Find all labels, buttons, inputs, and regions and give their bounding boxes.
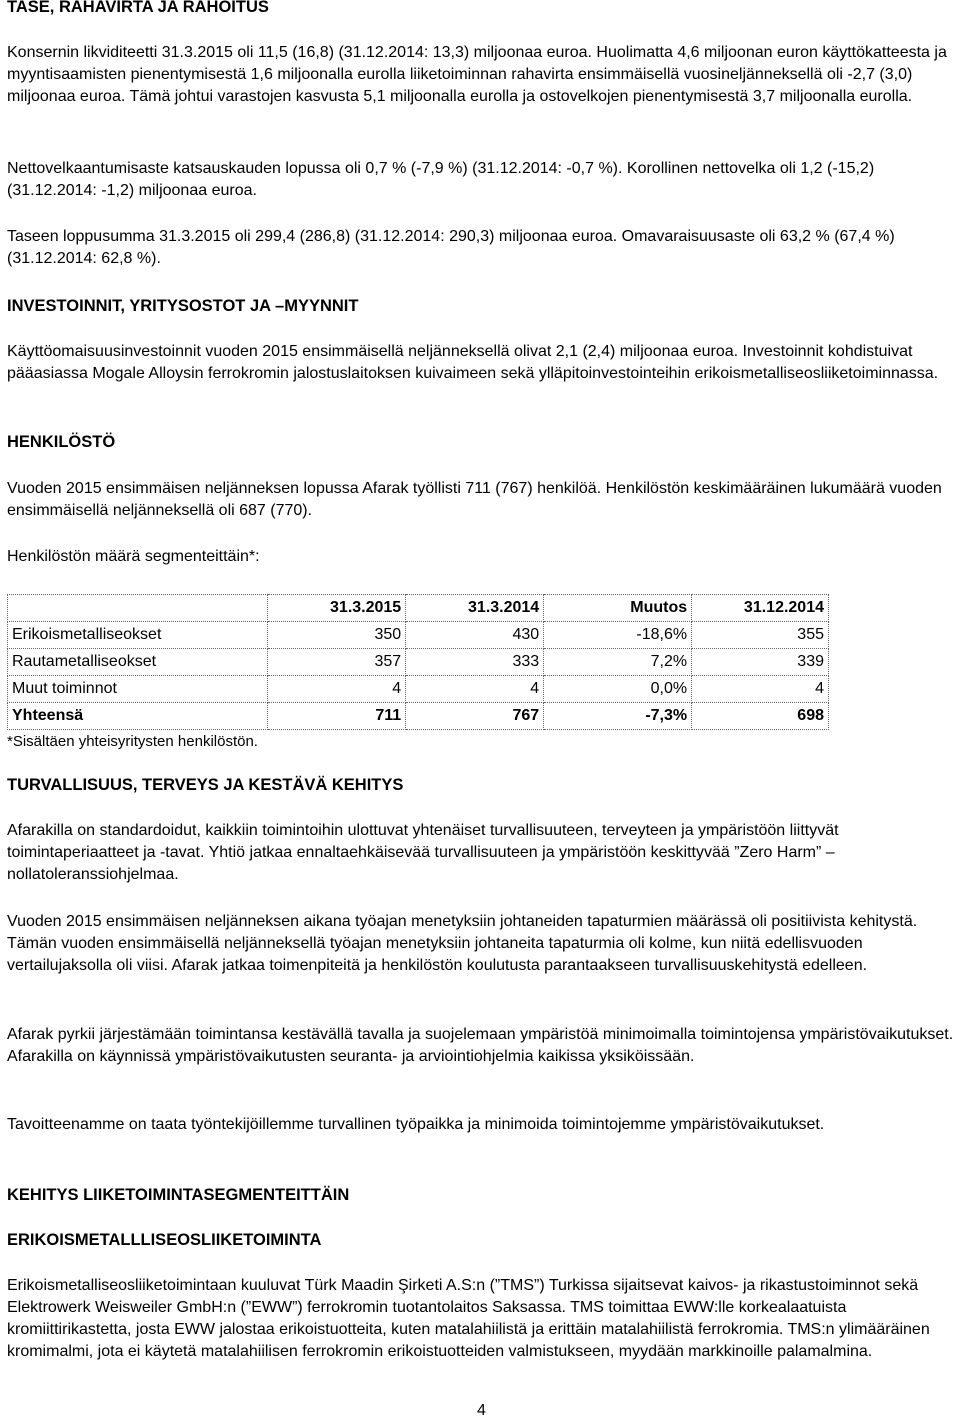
paragraph-liquidity: Konsernin likviditeetti 31.3.2015 oli 11,5 (16,8) (31.12.2014: 13,3) miljoonaa euroa. Huolimatta 4,6 miljoonan euron käyttökatteesta ja myyntisaamisten pienentymisestä 1,6 miljoonalla eurolla liiketoiminnan rahavirta ensimmäisellä vuosineljänneksellä oli -2,7 (3,0) miljoonaa euroa. Tämä johtui varastojen kasvusta 5,1 miljoonalla eurolla ja ostovelkojen pienentymisestä 3,7 miljoonalla eurolla. <box>7 44 947 105</box>
paragraph-investments: Käyttöomaisuusinvestoinnit vuoden 2015 ensimmäisellä neljänneksellä olivat 2,1 (2,4) miljoonaa euroa. Investoinnit kohdistuivat pääasiassa Mogale Alloysin ferrokromin jalostuslaitoksen kuivaimeen sekä ylläpitoinvestointeihin erikoismetalliseosliiketoiminnassa. <box>7 343 939 382</box>
table-row <box>8 649 829 676</box>
paragraph-gearing: Nettovelkaantumisaste katsauskauden lopussa oli 0,7 % (-7,9 %) (31.12.2014: -0,7 %). Korollinen nettovelka oli 1,2 (-15,2) (31.12.2014: -1,2) miljoonaa euroa. <box>7 160 875 199</box>
section-heading-segments: KEHITYS LIIKETOIMINTASEGMENTEITTÄIN <box>7 1186 350 1204</box>
table-header-row <box>8 595 829 622</box>
section-heading-personnel: HENKILÖSTÖ <box>7 433 116 451</box>
paragraph-safety-policies: Afarakilla on standardoidut, kaikkiin toimintoihin ulottuvat yhtenäiset turvallisuuteen, terveyteen ja ympäristöön liittyvät toimintaperiaatteet ja -tavat. Yhtiö jatkaa ennaltaehkäisevää turvallisuuteen ja ympäristöön keskittyvää ”Zero Harm” –nollatoleranssiohjelmaa. <box>7 822 839 883</box>
table-header-cell: Muutos <box>544 595 692 622</box>
table-header-cell: 31.12.2014 <box>692 595 829 622</box>
personnel-table <box>7 594 829 730</box>
table-cell: 0,0% <box>544 676 692 703</box>
table-cell: 357 <box>268 649 406 676</box>
table-header-cell-empty <box>8 595 268 622</box>
table-cell: 430 <box>406 622 544 649</box>
table-cell: -18,6% <box>544 622 692 649</box>
table-cell: 350 <box>268 622 406 649</box>
table-cell: 711 <box>268 703 406 730</box>
paragraph-sustainability: Afarak pyrkii järjestämään toimintansa kestävällä tavalla ja suojelemaan ympäristöä minimoimalla toimintojensa ympäristövaikutukset. Afarakilla on käynnissä ympäristövaikutusten seuranta- ja arviointiohjelmia kaikissa yksiköissään. <box>7 1026 954 1065</box>
paragraph-personnel-by-segment: Henkilöstön määrä segmenteittäin*: <box>7 548 260 565</box>
table-cell: 355 <box>692 622 829 649</box>
table-cell: 4 <box>268 676 406 703</box>
table-cell: 339 <box>692 649 829 676</box>
subsection-heading-specialty-alloys: ERIKOISMETALLLISEOSLIIKETOIMINTA <box>7 1231 322 1249</box>
table-row <box>8 676 829 703</box>
table-cell: -7,3% <box>544 703 692 730</box>
section-heading-safety: TURVALLISUUS, TERVEYS JA KESTÄVÄ KEHITYS <box>7 776 404 794</box>
table-cell: 333 <box>406 649 544 676</box>
row-label: Yhteensä <box>8 703 268 730</box>
row-label: Rautametalliseokset <box>8 649 268 676</box>
section-heading-investments: INVESTOINNIT, YRITYSOSTOT JA –MYYNNIT <box>7 297 359 315</box>
row-label: Erikoismetalliseokset <box>8 622 268 649</box>
table-cell: 7,2% <box>544 649 692 676</box>
paragraph-goals: Tavoitteenamme on taata työntekijöillemme turvallinen työpaikka ja minimoida toimintojemme ympäristövaikutukset. <box>7 1116 825 1133</box>
paragraph-personnel: Vuoden 2015 ensimmäisen neljänneksen lopussa Afarak työllisti 711 (767) henkilöä. Henkilöstön keskimääräinen lukumäärä vuoden ensimmäisellä neljänneksellä oli 687 (770). <box>7 480 942 519</box>
section-heading-balance-sheet: TASE, RAHAVIRTA JA RAHOITUS <box>7 0 269 16</box>
paragraph-specialty-alloys: Erikoismetalliseosliiketoimintaan kuuluvat Türk Maadin Şirketi A.S:n (”TMS”) Turkissa sijaitsevat kaivos- ja rikastustoiminnot sekä Elektrowerk Weisweiler GmbH:n (”EWW”) ferrokromin tuotantolaitos Saksassa. TMS toimittaa EWW:lle korkealaatuista kromiittirikastetta, josta EWW jalostaa erikoistuotteita, kuten matalahiilistä ja erittäin matalahiilistä ferrokromia. TMS:n ylimääräinen kromimalmi, jota ei käytetä matalahiilisen ferrokromin erikoistuotteiden valmistukseen, myydään markkinoille palamalmina. <box>7 1277 930 1360</box>
table-header-cell: 31.3.2015 <box>268 595 406 622</box>
table-row <box>8 622 829 649</box>
table-cell: 4 <box>406 676 544 703</box>
table-header-cell: 31.3.2014 <box>406 595 544 622</box>
table-cell: 4 <box>692 676 829 703</box>
row-label: Muut toiminnot <box>8 676 268 703</box>
page-number: 4 <box>477 1402 486 1419</box>
table-footnote: *Sisältäen yhteisyritysten henkilöstön. <box>7 733 258 750</box>
table-cell: 698 <box>692 703 829 730</box>
paragraph-balance-total: Taseen loppusumma 31.3.2015 oli 299,4 (286,8) (31.12.2014: 290,3) miljoonaa euroa. Omavaraisuusaste oli 63,2 % (67,4 %) (31.12.2014: 62,8 %). <box>7 228 895 267</box>
table-row-total <box>8 703 829 730</box>
table-cell: 767 <box>406 703 544 730</box>
paragraph-safety-accidents: Vuoden 2015 ensimmäisen neljänneksen aikana työajan menetyksiin johtaneiden tapaturmien määrässä oli positiivista kehitystä. Tämän vuoden ensimmäisellä neljänneksellä työajan menetyksiin johtaneita tapaturmia oli kolme, kun niitä edellisvuoden vertailujaksolla oli viisi. Afarak jatkaa toimenpiteitä ja henkilöstön koulutusta parantaakseen turvallisuuskehitystä edelleen. <box>7 913 918 974</box>
